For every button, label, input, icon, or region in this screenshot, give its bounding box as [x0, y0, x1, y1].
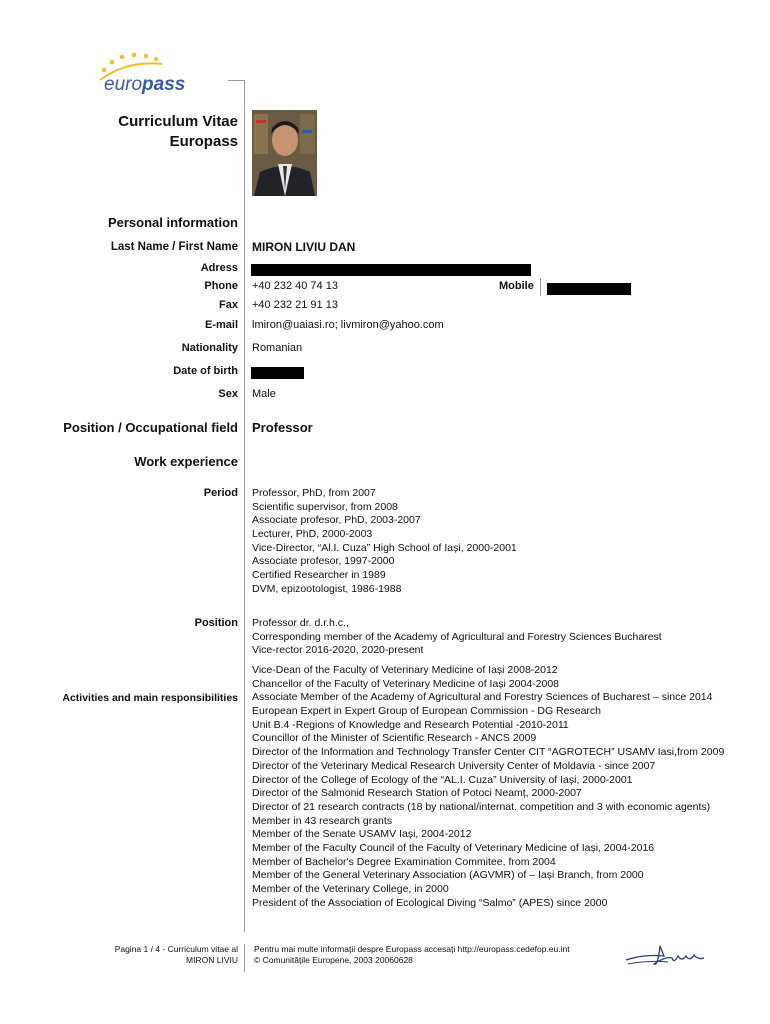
dob-label: Date of birth: [173, 365, 238, 377]
footer-page-info: [115, 944, 238, 966]
activities-list: [252, 664, 724, 910]
list-item: Associate profesor, PhD, 2003-2007: [252, 514, 421, 527]
list-item: Director of the College of Ecology of the “AL.I. Cuza” University of Iași, 2000-2001: [252, 773, 633, 786]
list-item: Associate profesor, 1997-2000: [252, 555, 395, 568]
list-item: Member in 43 research grants: [252, 814, 393, 827]
logo-pass: pass: [142, 74, 186, 95]
list-item: Unit B.4 -Regions of Knowledge and Research Potential -2010-2011: [252, 718, 569, 731]
footer-divider: [244, 944, 245, 972]
email-label: E-mail: [204, 319, 238, 331]
list-item: Scientific supervisor, from 2008: [252, 500, 398, 513]
nationality-value: Romanian: [252, 342, 303, 354]
list-item: Vice-Director, “Al.I. Cuza” High School of Iași, 2000-2001: [252, 541, 517, 554]
sex-value: Male: [252, 388, 276, 400]
cv-title: [118, 112, 238, 152]
mobile-redacted: [547, 283, 631, 295]
footer-left-line-1: Pagina 1 / 4 - Curriculum vitae al: [114, 944, 238, 954]
fax-label: Fax: [219, 299, 238, 311]
list-item: President of the Association of Ecological Diving “Salmo” (APES) since 2000: [252, 896, 608, 909]
list-item: Professor dr. d.r.h.c.,: [252, 617, 349, 629]
footer-left-line-2: MIRON LIVIU: [186, 955, 238, 965]
footer-right-line-2: © Comunitățile Europene, 2003 20060628: [254, 955, 413, 965]
profile-photo: [252, 110, 317, 196]
signature: [624, 940, 706, 970]
divider-top: [228, 80, 245, 81]
sex-label: Sex: [218, 388, 238, 400]
list-item: DVM, epizootologist, 1986-1988: [252, 582, 402, 595]
period-label: Period: [203, 487, 238, 499]
position-list: [252, 617, 662, 658]
list-item: Director of the Information and Technology Transfer Center CIT “AGROTECH” USAMV Iasi,from 2009: [252, 746, 725, 759]
nationality-label: Nationality: [181, 342, 238, 354]
name-value: MIRON LIVIU DAN: [252, 240, 356, 254]
position-value: Professor: [252, 420, 313, 435]
list-item: Member of the Senate USAMV Iași, 2004-2012: [252, 828, 472, 841]
fax-value: +40 232 21 91 13: [252, 299, 338, 311]
list-item: Member of the Faculty Council of the Faculty of Veterinary Medicine of Iași, 2004-2016: [252, 841, 655, 854]
list-item: Professor, PhD, from 2007: [252, 487, 376, 499]
footer-right-line-1[interactable]: Pentru mai multe informații despre Europass accesați http://europass.cedefop.eu.int: [254, 944, 570, 954]
list-item: Associate Member of the Academy of Agricultural and Forestry Sciences of Bucharest – since 2014: [252, 691, 713, 704]
title-line-1: Curriculum Vitae: [118, 113, 238, 130]
section-work-experience: Work experience: [134, 454, 238, 469]
section-personal-information: Personal information: [107, 215, 238, 230]
work-position-label: Position: [194, 617, 238, 629]
logo-euro: euro: [104, 74, 143, 95]
list-item: Corresponding member of the Academy of Agricultural and Forestry Sciences Bucharest: [252, 630, 662, 643]
phone-value: +40 232 40 74 13: [252, 280, 338, 292]
list-item: European Expert in Expert Group of European Commission - DG Research: [252, 705, 601, 718]
name-label: Last Name / First Name: [110, 241, 238, 253]
dob-redacted: [251, 367, 304, 379]
list-item: Member of the General Veterinary Association (AGVMR) of – Iași Branch, from 2000: [252, 869, 644, 882]
list-item: Chancellor of the Faculty of Veterinary Medicine of Iași 2004-2008: [252, 677, 560, 690]
list-item: Lecturer, PhD, 2000-2003: [252, 528, 373, 541]
mobile-label: Mobile: [499, 280, 534, 292]
list-item: Director of the Salmonid Research Station of Potoci Neamț, 2000-2007: [252, 787, 582, 800]
activities-label: Activities and main responsibilities: [62, 692, 238, 704]
email-value[interactable]: lmiron@uaiasi.ro; livmiron@yahoo.com: [252, 319, 444, 331]
list-item: Certified Researcher in 1989: [252, 569, 386, 582]
list-item: Member of Bachelor's Degree Examination Commitee, from 2004: [252, 855, 556, 868]
list-item: Vice-Dean of the Faculty of Veterinary Medicine of Iași 2008-2012: [252, 664, 558, 676]
column-divider: [244, 80, 245, 932]
list-item: Member of the Veterinary College, in 2000: [252, 883, 449, 895]
list-item: Director of 21 research contracts (18 by national/internat. competition and 3 with economic agents): [252, 800, 711, 813]
position-label: Position / Occupational field: [63, 420, 238, 435]
mobile-divider: [540, 278, 541, 296]
list-item: Councillor of the Minister of Scientific Research - ANCS 2009: [252, 732, 537, 745]
list-item: Director of the Veterinary Medical Research University Center of Moldavia - since 2007: [252, 759, 656, 772]
list-item: Vice-rector 2016-2020, 2020-present: [252, 644, 424, 657]
title-line-2: Europass: [169, 133, 238, 150]
footer-info: [254, 944, 570, 966]
period-list: [252, 487, 517, 597]
address-redacted: [251, 264, 531, 276]
phone-label: Phone: [204, 280, 238, 292]
address-label: Adress: [200, 262, 238, 274]
europass-logo: [92, 50, 192, 100]
